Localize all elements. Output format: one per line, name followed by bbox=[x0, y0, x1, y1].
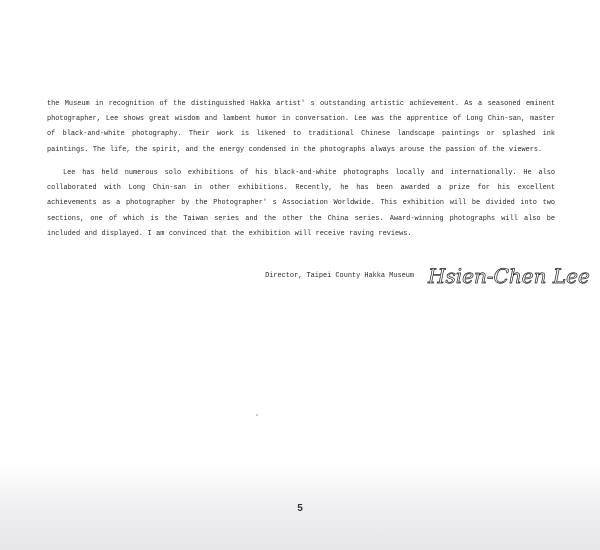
body-paragraph-1: the Museum in recognition of the distinguished Hakka artist' s outstanding artistic achievement. As a seasoned eminent photographer, Lee shows great wisdom and lambent humor in conversation. Lee was the apprentice of Long Chin-san, master of black-and-white photography. Their work is likened to traditional Chinese landscape paintings or splashed ink paintings. The life, the spirit, and the energy condensed in the photographs always arouse the passion of the viewers. bbox=[47, 100, 555, 154]
handwritten-signature bbox=[426, 261, 590, 291]
body-paragraph-2: Lee has held numerous solo exhibitions of his black-and-white photographs locally and internationally. He also collaborated with Long Chin-san in other exhibitions. Recently, he has been awarded a prize for his excellent achievements as a photographer by the Photographer' s Association Worldwide. This exhibition will be divided into two sections, one of which is the Taiwan series and the other the China series. Award-winning photographs will also be included and displayed. I am convinced that the exhibition will receive raving reviews. bbox=[47, 169, 555, 238]
signature-text: Hsien-Chen Lee bbox=[428, 264, 590, 288]
signature-block bbox=[265, 261, 590, 291]
director-title: Director, Taipei County Hakka Museum bbox=[265, 272, 414, 280]
scan-speck bbox=[256, 414, 258, 416]
page-number: 5 bbox=[297, 503, 303, 514]
